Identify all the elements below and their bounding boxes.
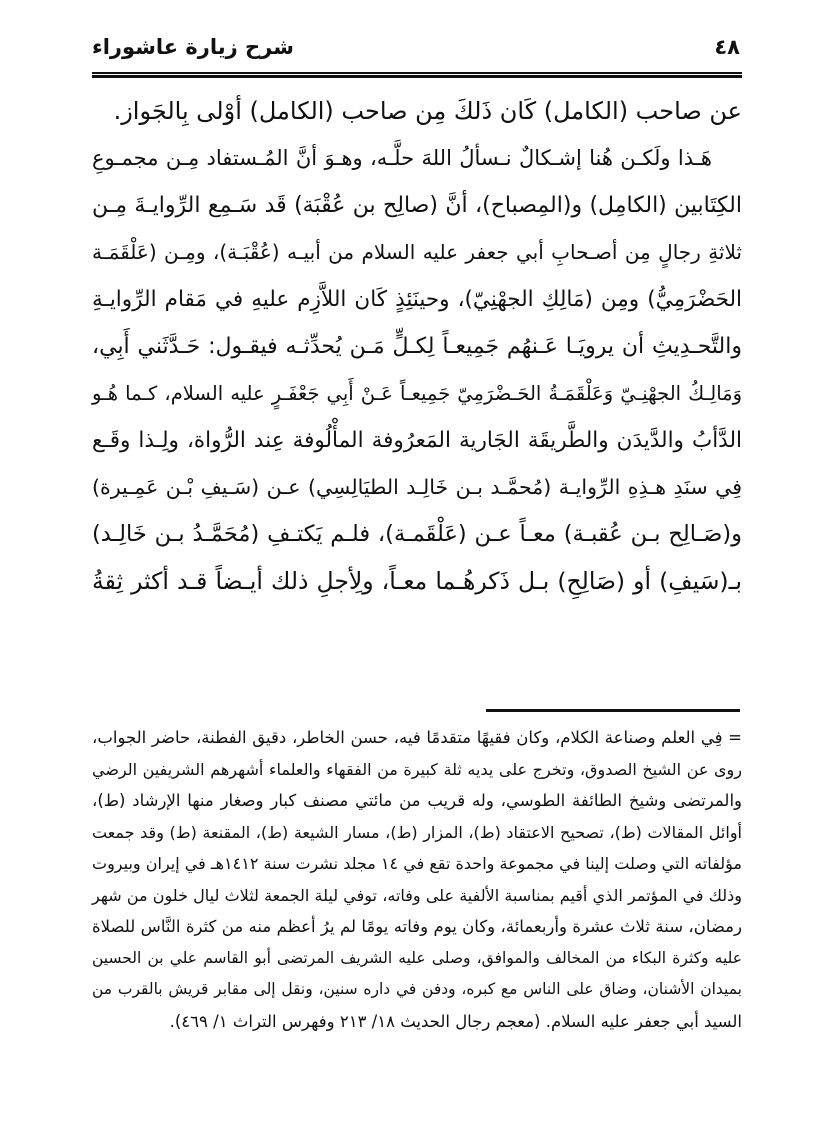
footnote-line: أوائل المقالات (ط)، تصحيح الاعتقاد (ط)، المزار (ط)، مسار الشيعة (ط)، المقنعة (ط) وقد جمعت: [92, 822, 742, 842]
text-line: والتَّحـدِيثِ أن يرويَـا عَـنهُم جَمِيعـاً لِكـلٍّ مَـن يُحدِّثـه فيقـول: حَـدَّثَني أَبِي،: [92, 334, 742, 359]
header-rule: [92, 72, 742, 78]
text-line: و(صَـالِح بـن عُقبـة) معـاً عـن (عَلْقَمـة)، فلـم يَكتـفِ (مُحَمَّـدُ بـن خَالِـد): [92, 521, 742, 547]
footnote-line: السيد أبي جعفر عليه السلام. (معجم رجال الحديث ١٨/ ٢١٣ وفهرس التراث ١/ ٤٦٩).: [169, 1011, 742, 1031]
text-line: الكِتَابين (الكامِل) و(المِصباح)، أنَّ (صالِح بن عُقْبَة) قَد سَـمِع الرِّوايـةَ مِـن: [92, 193, 742, 218]
text-line: الدَّأبُ والدَّيدَن والطَّريقَة الجَارية المَعرُوفة المأْلُوفة عِند الرُّواة، ولِـذا وقَـع: [92, 428, 742, 453]
footnote-line: وذلك في المؤتمر الذي أقيم بمناسبة الألفية على وفاته، توفي ليلة الجمعة لثلاث ليال خلون من شهر: [92, 885, 742, 905]
text-line: ثلاثةِ رجالٍ مِن أصـحابِ أبي جعفر عليه السلام من أبيـه (عُقْبَـة)، ومِـن (عَلْقَمَـة: [92, 240, 742, 264]
footnote-block: [92, 722, 742, 1037]
footnote-divider: [486, 709, 740, 712]
footnote-line: روى عن الشيخ الصدوق، وتخرج على يديه ثلة كبيرة من الفقهاء والعلماء أشهرهم الشريفين الرضي: [92, 759, 742, 779]
main-text: [92, 88, 742, 605]
text-line: هَـذا ولَكـن هُنا إشـكالٌ نـسألُ اللهَ حلَّـه، وهـوَ أنَّ المُـستفاد مِـن مجمـوعِ: [92, 146, 712, 170]
footnote-line: والمرتضى وشيخ الطائفة الطوسي، وله قريب من مائتي مصنف كبار وصغار منها الإرشاد (ط)،: [92, 791, 742, 810]
footnote-line: مؤلفاته التي وصلت إلينا في مجموعة واحدة تقع في ١٤ مجلد نشرت سنة ١٤١٢هـ في إيران وبيروت: [92, 854, 742, 873]
page-number: ٤٨: [714, 35, 740, 59]
text-line: وَمَالِـكُ الجهْنِـيّ وَعَلْقَمَـةُ الحَـضْرَمِيّ جَمِيعـاً عَـنْ أَبِي جَعْفَـرٍ عليه السلام، كـما هُـو: [92, 382, 742, 405]
footnote-line: بميدان الأشنان، وضاق على الناس مع كبره، ودفن في داره سنين، ونقل إلى مقابر قريش بالقرب من: [92, 980, 742, 998]
text-line: عن صاحب (الكامل) كَان ذَلكَ مِن صاحب (الكامل) أوْلى بِالجَواز.: [113, 97, 742, 125]
footnote-line: عليه وكثرة البكاء من المخالف والموافق، وصلى عليه الشريف المرتضى أبو القاسم علي بن الحسين: [92, 948, 742, 967]
text-line: الحَضْرَمِيُّ) ومِن (مَالِكِ الجهْنِيّ)، وحينَئِذٍ كَان اللاَّزِم عليهِ في مَقام الرِّوايـةِ: [92, 287, 742, 312]
running-header: [92, 30, 742, 64]
text-line: بـ(سَيفِ) أو (صَالِحِ) بـل ذَكرهُـما معـاً، ولِأجلِ ذلك أيـضاً قـد أكثر ثِقةُ: [92, 567, 742, 595]
book-title: شرح زيارة عاشوراء: [92, 35, 294, 59]
footnote-line: رمضان، سنة ثلاث عشرة وأربعمائة، وكان يوم وفاته يومًا لم يرُ أعظم منه من كثرة النَّاس للصلاة: [92, 917, 742, 936]
text-line: فِي سنَدِ هـذِهِ الرِّوايـة (مُحمَّـد بـن خَالِـد الطيَالِسِي) عـن (سَـيفِ بْـن عَمِـيرة): [92, 475, 742, 499]
footnote-line: = فِي العلم وصناعة الكلام، وكان فقيهًا متقدمًا فيه، حسن الخاطر، دقيق الفطنة، حاضر الجواب،: [92, 728, 742, 747]
